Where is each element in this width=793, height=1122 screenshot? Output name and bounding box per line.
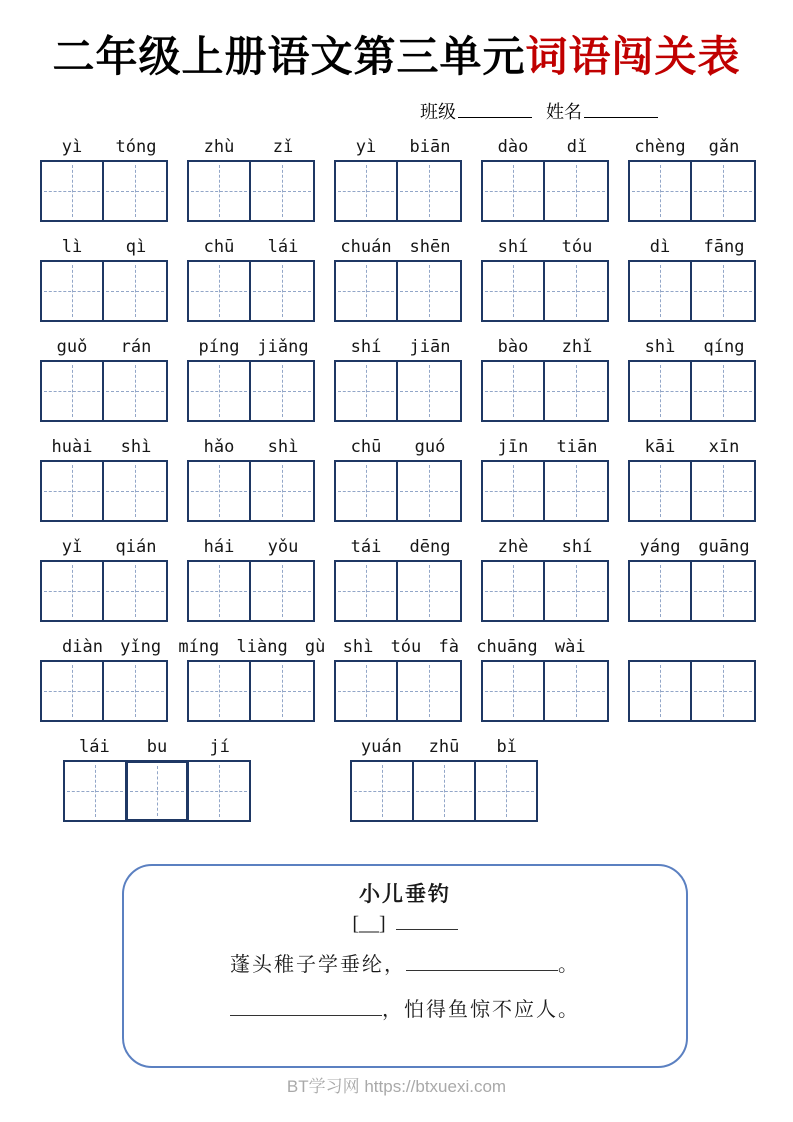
pinyin-group [628, 537, 756, 557]
tianzige-box[interactable] [251, 360, 315, 422]
tianzige-box[interactable] [481, 460, 545, 522]
tianzige-box[interactable] [545, 560, 609, 622]
tianzige-box[interactable] [398, 360, 462, 422]
tianzige-box[interactable] [692, 160, 756, 222]
tianzige-pair [481, 460, 609, 522]
pinyin-syllable: zhù [203, 137, 235, 157]
tianzige-pair [628, 460, 756, 522]
tianzige-box[interactable] [40, 360, 104, 422]
box-row [0, 160, 793, 222]
tianzige-pair [40, 360, 168, 422]
poem-line-1 [124, 948, 686, 977]
tianzige-box[interactable] [104, 160, 168, 222]
pinyin-group [187, 137, 315, 157]
word-row [0, 633, 793, 733]
pinyin-group [334, 437, 462, 457]
tianzige-box[interactable] [334, 260, 398, 322]
class-name-line [420, 98, 658, 124]
pinyin-syllable: píng [198, 337, 240, 357]
pinyin-row [0, 433, 793, 457]
pinyin-syllable: guǒ [56, 337, 88, 357]
tianzige-box[interactable] [481, 260, 545, 322]
poem-line1-text: 蓬头稚子学垂纶， [230, 954, 406, 976]
row7 [0, 733, 793, 822]
tianzige-box[interactable] [104, 660, 168, 722]
tianzige-pair [334, 660, 462, 722]
pinyin-group [481, 337, 609, 357]
pinyin-syllable: chū [350, 437, 382, 457]
tianzige-pair [334, 160, 462, 222]
tianzige-box[interactable] [251, 560, 315, 622]
tianzige-box[interactable] [40, 260, 104, 322]
pinyin-syllable: zhè [497, 537, 529, 557]
pinyin-syllable: zǐ [272, 137, 294, 157]
tianzige-box[interactable] [187, 360, 251, 422]
pinyin-syllable: dēng [409, 537, 451, 557]
tianzige-box[interactable] [628, 560, 692, 622]
pinyin-syllable: qián [115, 537, 157, 557]
tianzige-triple [350, 760, 538, 822]
tianzige-box[interactable] [334, 160, 398, 222]
tianzige-box[interactable] [628, 160, 692, 222]
tianzige-pair [187, 460, 315, 522]
tianzige-pair [187, 260, 315, 322]
tianzige-box[interactable] [628, 660, 692, 722]
pinyin-syllable: zhǐ [561, 337, 593, 357]
tianzige-pair [40, 660, 168, 722]
pinyin-syllable: dào [497, 137, 529, 157]
tianzige-box[interactable] [104, 560, 168, 622]
tianzige-box[interactable] [251, 260, 315, 322]
poem-title: 小儿垂钓 [359, 882, 451, 906]
tianzige-box[interactable] [545, 360, 609, 422]
tianzige-pair [334, 360, 462, 422]
tianzige-box[interactable] [334, 660, 398, 722]
tianzige-box[interactable] [398, 660, 462, 722]
pinyin-syllable: yuán [360, 737, 402, 757]
pinyin-syllable: gǎn [708, 137, 740, 157]
tianzige-box[interactable] [398, 560, 462, 622]
tianzige-pair [481, 560, 609, 622]
pinyin-group [481, 137, 609, 157]
pinyin-syllable: yáng [639, 537, 681, 557]
pinyin-group [187, 337, 315, 357]
tianzige-pair [187, 360, 315, 422]
pinyin-group [481, 237, 609, 257]
pinyin-syllable: tóng [115, 137, 157, 157]
name-blank-line[interactable] [584, 103, 658, 118]
tianzige-pair [40, 160, 168, 222]
tianzige-box[interactable] [398, 460, 462, 522]
pinyin-group [187, 537, 315, 557]
tianzige-box[interactable] [350, 760, 414, 822]
tianzige-box[interactable] [692, 460, 756, 522]
pinyin-syllable: shí [497, 237, 529, 257]
tianzige-box[interactable] [40, 460, 104, 522]
tianzige-box[interactable] [628, 460, 692, 522]
pinyin-group [350, 737, 538, 757]
tianzige-pair [481, 260, 609, 322]
tianzige-box[interactable] [251, 660, 315, 722]
name-label: 姓名 [546, 102, 582, 122]
poem-line1-period: 。 [558, 954, 580, 976]
pinyin-syllable: fāng [703, 237, 745, 257]
tianzige-pair [481, 160, 609, 222]
pinyin-syllable: dǐ [566, 137, 588, 157]
pinyin-syllable: shì [267, 437, 299, 457]
tianzige-pair [40, 260, 168, 322]
pinyin-syllable: kāi [644, 437, 676, 457]
tianzige-box[interactable] [334, 360, 398, 422]
word-row [0, 133, 793, 233]
author-blank-line[interactable] [396, 914, 458, 930]
pinyin-syllable: guó [414, 437, 446, 457]
tianzige-box[interactable] [104, 360, 168, 422]
pinyin-row [0, 533, 793, 557]
pinyin-group [481, 437, 609, 457]
pinyin-group [187, 437, 315, 457]
pinyin-syllable: lì [61, 237, 83, 257]
pinyin-syllable: zhū [428, 737, 460, 757]
pinyin-group [63, 737, 251, 757]
tianzige-pair [334, 260, 462, 322]
pinyin-group [40, 137, 168, 157]
tianzige-pair [40, 460, 168, 522]
tianzige-pair [628, 360, 756, 422]
pinyin-group [334, 537, 462, 557]
pinyin-group [628, 437, 756, 457]
pinyin-syllable: tái [350, 537, 382, 557]
pinyin-row [0, 733, 793, 757]
tianzige-box[interactable] [545, 260, 609, 322]
poem-line2-blank[interactable] [230, 1000, 382, 1016]
tianzige-pair [40, 560, 168, 622]
pinyin-syllable: dì [649, 237, 671, 257]
tianzige-box-bold[interactable] [125, 760, 189, 822]
tianzige-box[interactable] [187, 160, 251, 222]
pinyin-syllable: qì [125, 237, 147, 257]
pinyin-syllable: rán [120, 337, 152, 357]
tianzige-box[interactable] [40, 160, 104, 222]
tianzige-box[interactable] [398, 160, 462, 222]
word-row [0, 233, 793, 333]
pinyin-syllable: shì [120, 437, 152, 457]
word-grid [0, 133, 793, 733]
poem-line-2 [124, 993, 686, 1022]
tianzige-box[interactable] [545, 160, 609, 222]
tianzige-box[interactable] [40, 560, 104, 622]
tianzige-box[interactable] [187, 560, 251, 622]
box-row [0, 560, 793, 622]
box-row [0, 760, 793, 822]
pinyin-group [40, 337, 168, 357]
watermark-footer: BT学习网 https://btxuexi.com [286, 1077, 507, 1096]
pinyin-group [334, 137, 462, 157]
pinyin-syllable: huài [51, 437, 93, 457]
pinyin-syllable: guāng [698, 537, 750, 557]
pinyin-syllable: shí [561, 537, 593, 557]
tianzige-pair [628, 560, 756, 622]
tianzige-pair [187, 160, 315, 222]
pinyin-syllable: jiǎng [257, 337, 309, 357]
pinyin-syllable: shì [644, 337, 676, 357]
class-label: 班级 [420, 102, 456, 122]
poem-line2-text: ，怕得鱼惊不应人。 [382, 999, 580, 1021]
pinyin-syllable: hái [203, 537, 235, 557]
tianzige-box[interactable] [63, 760, 127, 822]
tianzige-box[interactable] [187, 760, 251, 822]
pinyin-syllable: qíng [703, 337, 745, 357]
tianzige-box[interactable] [412, 760, 476, 822]
pinyin-group [628, 337, 756, 357]
poem-author-line [124, 913, 686, 936]
pinyin-group [334, 237, 462, 257]
tianzige-pair [628, 260, 756, 322]
tianzige-pair [628, 660, 756, 722]
tianzige-pair [334, 560, 462, 622]
tianzige-box[interactable] [628, 360, 692, 422]
pinyin-group [40, 437, 168, 457]
pinyin-syllable: yì [355, 137, 377, 157]
pinyin-syllable: jīn [497, 437, 529, 457]
tianzige-triple [63, 760, 251, 822]
pinyin-syllable: tiān [556, 437, 598, 457]
tianzige-pair [481, 660, 609, 722]
tianzige-pair [628, 160, 756, 222]
pinyin-row [0, 333, 793, 357]
pinyin-group [628, 237, 756, 257]
pinyin-syllable: chū [203, 237, 235, 257]
pinyin-syllable: jiān [409, 337, 451, 357]
pinyin-group [334, 337, 462, 357]
title-red-part: 词语闯关表 [525, 33, 741, 80]
page-title [0, 24, 793, 84]
pinyin-syllable: xīn [708, 437, 740, 457]
pinyin-syllable: chuán [340, 237, 392, 257]
tianzige-box[interactable] [481, 560, 545, 622]
box-row [0, 660, 793, 722]
tianzige-pair [334, 460, 462, 522]
tianzige-box[interactable] [481, 360, 545, 422]
tianzige-pair [187, 560, 315, 622]
pinyin-syllable: lái [267, 237, 299, 257]
pinyin-syllable: bào [497, 337, 529, 357]
tianzige-box[interactable] [40, 660, 104, 722]
pinyin-syllable: tóu [561, 237, 593, 257]
tianzige-box[interactable] [251, 460, 315, 522]
pinyin-syllable: biān [409, 137, 451, 157]
pinyin-line: diàn yǐng míng liàng gù shì tóu fà chuāng wài [62, 637, 586, 657]
title-black-part: 二年级上册语文第三单元 [52, 33, 526, 80]
tianzige-box[interactable] [692, 660, 756, 722]
pinyin-group [40, 237, 168, 257]
tianzige-box[interactable] [187, 460, 251, 522]
tianzige-pair [481, 360, 609, 422]
pinyin-row [0, 133, 793, 157]
pinyin-syllable: yǐ [61, 537, 83, 557]
pinyin-group [187, 237, 315, 257]
tianzige-box[interactable] [334, 460, 398, 522]
author-dynasty-bracket[interactable]: [__] [352, 913, 386, 935]
box-row [0, 460, 793, 522]
pinyin-group [628, 137, 756, 157]
tianzige-box[interactable] [692, 560, 756, 622]
tianzige-pair [187, 660, 315, 722]
pinyin-syllable: yì [61, 137, 83, 157]
tianzige-box[interactable] [481, 660, 545, 722]
tianzige-box[interactable] [187, 660, 251, 722]
tianzige-box[interactable] [692, 360, 756, 422]
pinyin-syllable: shēn [409, 237, 451, 257]
word-row [0, 433, 793, 533]
tianzige-box[interactable] [545, 460, 609, 522]
pinyin-row [0, 633, 793, 657]
tianzige-box[interactable] [628, 260, 692, 322]
tianzige-box[interactable] [104, 460, 168, 522]
tianzige-box[interactable] [692, 260, 756, 322]
tianzige-box[interactable] [334, 560, 398, 622]
pinyin-syllable: lái [78, 737, 110, 757]
word-row [0, 533, 793, 633]
word-row [0, 333, 793, 433]
pinyin-row [0, 233, 793, 257]
pinyin-syllable: hǎo [203, 437, 235, 457]
tianzige-box[interactable] [474, 760, 538, 822]
pinyin-group [40, 537, 168, 557]
pinyin-syllable: yǒu [267, 537, 299, 557]
tianzige-box[interactable] [481, 160, 545, 222]
pinyin-group [481, 537, 609, 557]
pinyin-syllable: shí [350, 337, 382, 357]
pinyin-syllable: chèng [634, 137, 686, 157]
class-blank-line[interactable] [458, 103, 532, 118]
pinyin-syllable: bu [146, 737, 168, 757]
box-row [0, 260, 793, 322]
box-row [0, 360, 793, 422]
tianzige-box[interactable] [398, 260, 462, 322]
poem-box [122, 864, 688, 1068]
pinyin-syllable: bǐ [496, 737, 517, 757]
tianzige-box[interactable] [251, 160, 315, 222]
pinyin-syllable: jí [209, 737, 230, 757]
tianzige-box[interactable] [104, 260, 168, 322]
poem-line1-blank[interactable] [406, 955, 558, 971]
tianzige-box[interactable] [545, 660, 609, 722]
tianzige-box[interactable] [187, 260, 251, 322]
